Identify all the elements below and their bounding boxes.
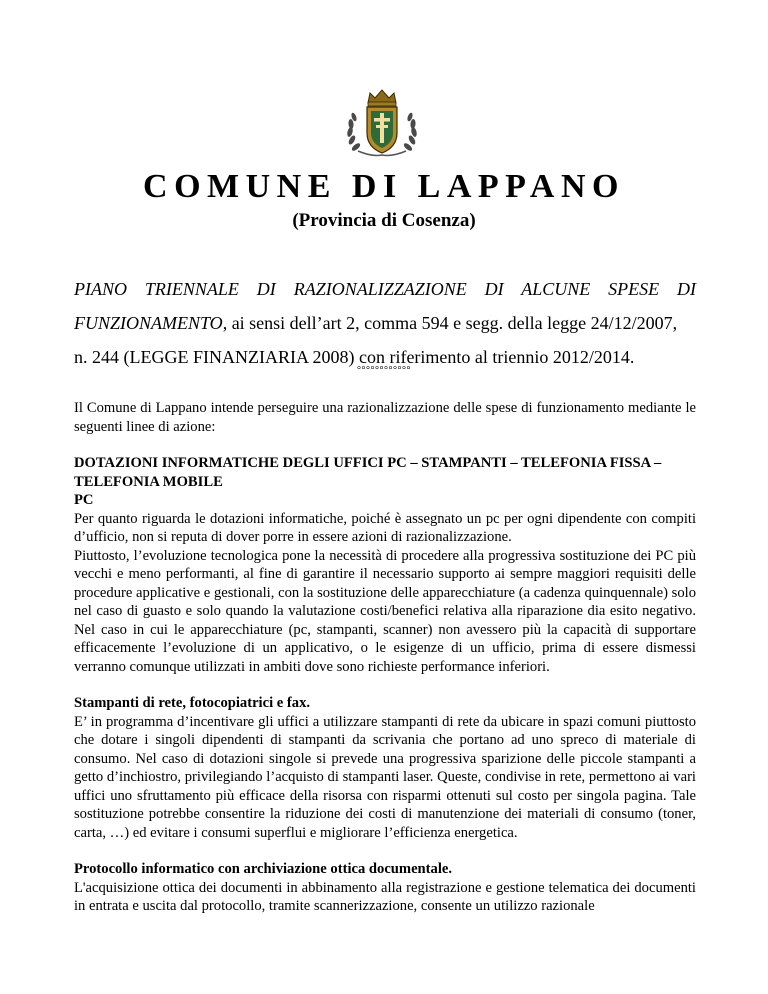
coat-of-arms-emblem xyxy=(332,85,432,160)
municipality-title: COMUNE DI LAPPANO xyxy=(143,168,625,205)
subsection-heading-pc: PC xyxy=(74,492,94,508)
paragraph-pc-1: Per quanto riguarda le dotazioni informatiche, poiché è assegnato un pc per ogni dipendente con compiti d’ufficio, non si reputa di dover porre in essere azioni di razionalizzazione. xyxy=(74,510,696,545)
section-heading-protocol: Protocollo informatico con archiviazione ottica documentale. xyxy=(74,861,453,877)
document-body xyxy=(74,399,696,916)
plan-title-block xyxy=(74,272,696,374)
opening-paragraph: Il Comune di Lappano intende perseguire una razionalizzazione delle spese di funzionamento mediante le seguenti linee di azione: xyxy=(74,400,696,435)
paragraph-protocol: L'acquisizione ottica dei documenti in abbinamento alla registrazione e gestione telematica dei documenti in entrata e uscita dal protocollo, tramite scannerizzazione, consente un utilizzo razionale xyxy=(74,879,696,914)
section-heading-printers: Stampanti di rete, fotocopiatrici e fax. xyxy=(74,695,311,711)
plan-title-line-1: PIANO TRIENNALE DI RAZIONALIZZAZIONE DI ALCUNE SPESE DI xyxy=(74,279,696,299)
paragraph-pc-2: Piuttosto, l’evoluzione tecnologica pone la necessità di procedere alla progressiva sostituzione dei PC più vecchi e meno performanti, al fine di garantire il necessario supporto ai sempre maggiori requisiti delle procedure applicative e gestionali, con la sostituzione delle apparecchiature (a cadenza quinquennale) solo nel caso di guasto e solo quando la valutazione costi/benefici relativa alla riparazione dia esito negativo. Nel caso in cui le apparecchiature (pc, stampanti, scanner) non avessero più la capacità di supportare efficacemente l’evoluzione di un applicativo, o le esigenze di un ufficio, prima di essere dismessi verranno comunque utilizzati in ambiti dove sono richieste performance inferiori. xyxy=(74,547,696,675)
separator-line: °°°°°°°°°°°° xyxy=(357,365,411,376)
paragraph-printers: E’ in programma d’incentivare gli uffici a utilizzare stampanti di rete da ubicare in spazi comuni piuttosto che dotare i singoli dipendenti di stampanti da scrivania che portano ad uno spreco di materiale di consumo. Nel caso di dotazioni singole si prevede una progressiva sparizione delle piccole stampanti a getto d’inchiostro, privilegiando l’acquisto di stampanti laser. Queste, condivise in rete, permettono ai vari uffici uno sfruttamento più efficace della risorsa con risparmi ottenuti sul costo per singola pagina. Tale sostituzione potrebbe consentire la riduzione dei costi di manutenzione dei materiali di consumo (toner, carta, …) ed evitare i consumi superflui e migliorare l’efficienza energetica. xyxy=(74,713,696,841)
plan-title-line-2: FUNZIONAMENTO, ai sensi dell’art 2, comma 594 e segg. della legge 24/12/2007, xyxy=(74,313,678,333)
province-subtitle: (Provincia di Cosenza) xyxy=(292,210,476,231)
section-heading-it-equipment: DOTAZIONI INFORMATICHE DEGLI UFFICI PC – STAMPANTI – TELEFONIA FISSA – TELEFONIA MOBILE xyxy=(74,455,662,490)
plan-title-line-3: n. 244 (LEGGE FINANZIARIA 2008) con riferimento al triennio 2012/2014. xyxy=(74,347,635,367)
